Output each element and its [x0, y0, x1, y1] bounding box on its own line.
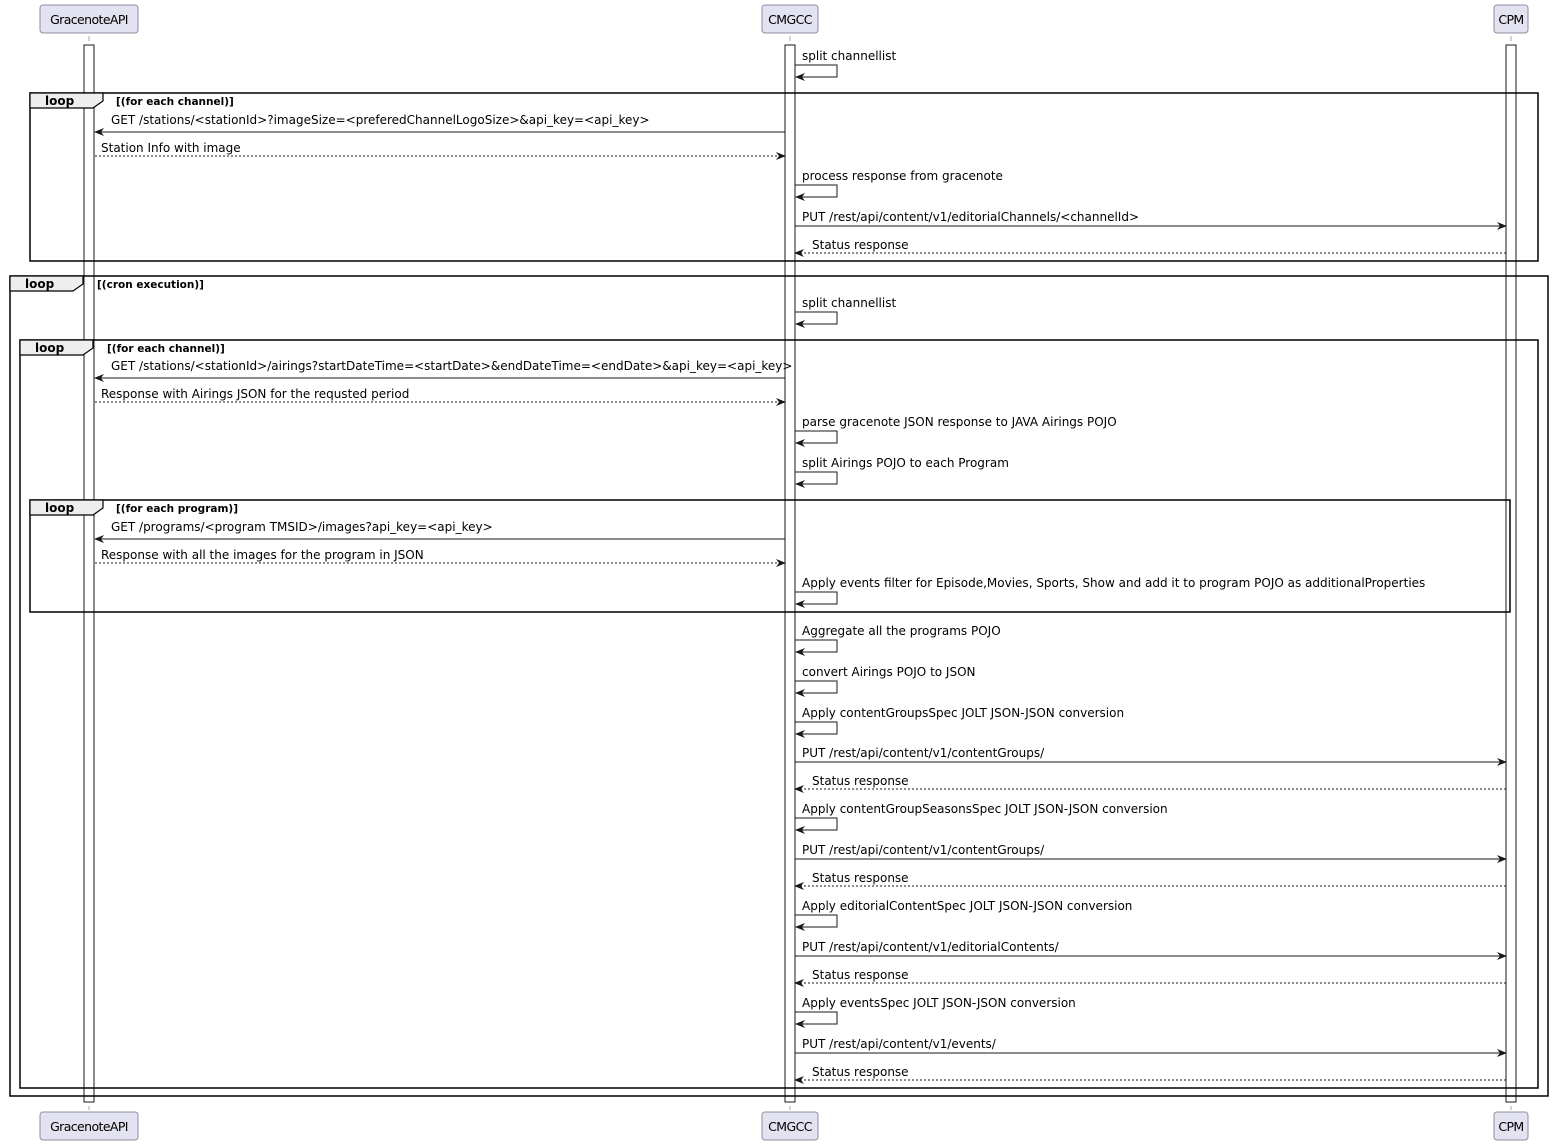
message-reply: [95, 387, 785, 402]
message-label: PUT /rest/api/content/v1/contentGroups/: [802, 746, 1045, 760]
message-label: split Airings POJO to each Program: [802, 456, 1009, 470]
message-label: Response with all the images for the program in JSON: [101, 548, 424, 562]
message-label: process response from gracenote: [802, 169, 1003, 183]
message-self: [795, 49, 896, 77]
self-message-arrow: [795, 818, 837, 830]
message-label: split channellist: [802, 49, 897, 63]
message-request: [795, 940, 1506, 956]
loop-frame: [20, 340, 1538, 1088]
participant-gracenote: [40, 1112, 138, 1140]
message-self: [795, 802, 1168, 830]
loop-keyword: loop: [25, 277, 55, 291]
message-label: parse gracenote JSON response to JAVA Airings POJO: [802, 415, 1117, 429]
message-label: PUT /rest/api/content/v1/contentGroups/: [802, 843, 1045, 857]
message-self: [795, 296, 896, 324]
message-reply: [795, 238, 1506, 253]
message-self: [795, 996, 1076, 1024]
self-message-arrow: [795, 915, 837, 927]
self-message-arrow: [795, 312, 837, 324]
loop-guard: [(for each program)]: [116, 503, 239, 515]
message-reply: [95, 548, 785, 563]
message-label: Aggregate all the programs POJO: [802, 624, 1001, 638]
loop-frames: [10, 93, 1548, 1096]
activation-bar-cmgcc: [785, 45, 795, 1102]
loop-guard: [(for each channel)]: [107, 343, 225, 355]
message-reply: [795, 968, 1506, 983]
self-message-arrow: [795, 681, 837, 693]
self-message-arrow: [795, 592, 837, 604]
participant-cpm: [1494, 5, 1528, 33]
messages: [95, 49, 1506, 1080]
loop-keyword: loop: [45, 94, 75, 108]
message-label: Apply contentGroupsSpec JOLT JSON-JSON conversion: [802, 706, 1125, 720]
message-request: [95, 520, 785, 539]
message-self: [795, 899, 1132, 927]
self-message-arrow: [795, 722, 837, 734]
participant-gracenote: [40, 5, 138, 33]
message-label: Apply contentGroupSeasonsSpec JOLT JSON-JSON conversion: [802, 802, 1168, 816]
message-self: [795, 624, 1001, 652]
message-self: [795, 665, 976, 693]
message-label: Status response: [812, 774, 909, 788]
message-label: split channellist: [802, 296, 897, 310]
self-message-arrow: [795, 640, 837, 652]
message-label: Status response: [812, 238, 909, 252]
activation-bar-cpm: [1506, 45, 1516, 1102]
message-request: [795, 843, 1506, 859]
loop-guard: [(for each channel)]: [116, 96, 234, 108]
participant-label: CMGCC: [768, 1119, 812, 1134]
message-label: PUT /rest/api/content/v1/events/: [802, 1037, 996, 1051]
message-self: [795, 456, 1009, 484]
message-label: Apply editorialContentSpec JOLT JSON-JSON conversion: [802, 899, 1133, 913]
self-message-arrow: [795, 431, 837, 443]
participants-bottom: [40, 1112, 1528, 1140]
message-label: Apply events filter for Episode,Movies, Sports, Show and add it to program POJO as additionalProperties: [802, 576, 1426, 590]
message-self: [795, 576, 1425, 604]
message-reply: [95, 141, 785, 156]
self-message-arrow: [795, 472, 837, 484]
message-request: [95, 359, 792, 378]
participant-cmgcc: [762, 5, 818, 33]
participant-label: GracenoteAPI: [50, 12, 128, 27]
message-label: Status response: [812, 871, 909, 885]
message-label: Status response: [812, 968, 909, 982]
self-message-arrow: [795, 185, 837, 197]
message-reply: [795, 1065, 1506, 1080]
participants-top: [40, 5, 1528, 33]
message-label: GET /stations/<stationId>?imageSize=<preferedChannelLogoSize>&api_key=<api_key>: [111, 113, 650, 127]
loop-keyword: loop: [35, 341, 65, 355]
participant-cmgcc: [762, 1112, 818, 1140]
message-label: PUT /rest/api/content/v1/editorialChannels/<channelId>: [802, 210, 1140, 224]
participant-label: GracenoteAPI: [50, 1119, 128, 1134]
message-label: Apply eventsSpec JOLT JSON-JSON conversion: [802, 996, 1076, 1010]
message-label: Station Info with image: [101, 141, 241, 155]
participant-label: CMGCC: [768, 12, 812, 27]
message-label: PUT /rest/api/content/v1/editorialContents/: [802, 940, 1059, 954]
message-self: [795, 169, 1003, 197]
message-self: [795, 706, 1124, 734]
participant-label: CPM: [1498, 1119, 1524, 1134]
message-request: [795, 210, 1506, 226]
message-label: GET /programs/<program TMSID>/images?api_key=<api_key>: [111, 520, 493, 534]
loop-guard: [(cron execution)]: [97, 279, 204, 291]
message-label: Status response: [812, 1065, 909, 1079]
message-reply: [795, 871, 1506, 886]
message-request: [95, 113, 785, 132]
message-self: [795, 415, 1117, 443]
participant-cpm: [1494, 1112, 1528, 1140]
activation-bars: [84, 45, 1516, 1102]
participant-label: CPM: [1498, 12, 1524, 27]
self-message-arrow: [795, 65, 837, 77]
message-label: Response with Airings JSON for the requsted period: [101, 387, 410, 401]
message-label: convert Airings POJO to JSON: [802, 665, 976, 679]
message-reply: [795, 774, 1506, 789]
loop-keyword: loop: [45, 501, 75, 515]
message-label: GET /stations/<stationId>/airings?startDateTime=<startDate>&endDateTime=<endDate>&api_key=<api_key>: [111, 359, 793, 373]
message-request: [795, 746, 1506, 762]
message-request: [795, 1037, 1506, 1053]
activation-bar-gracenote: [84, 45, 94, 1102]
self-message-arrow: [795, 1012, 837, 1024]
